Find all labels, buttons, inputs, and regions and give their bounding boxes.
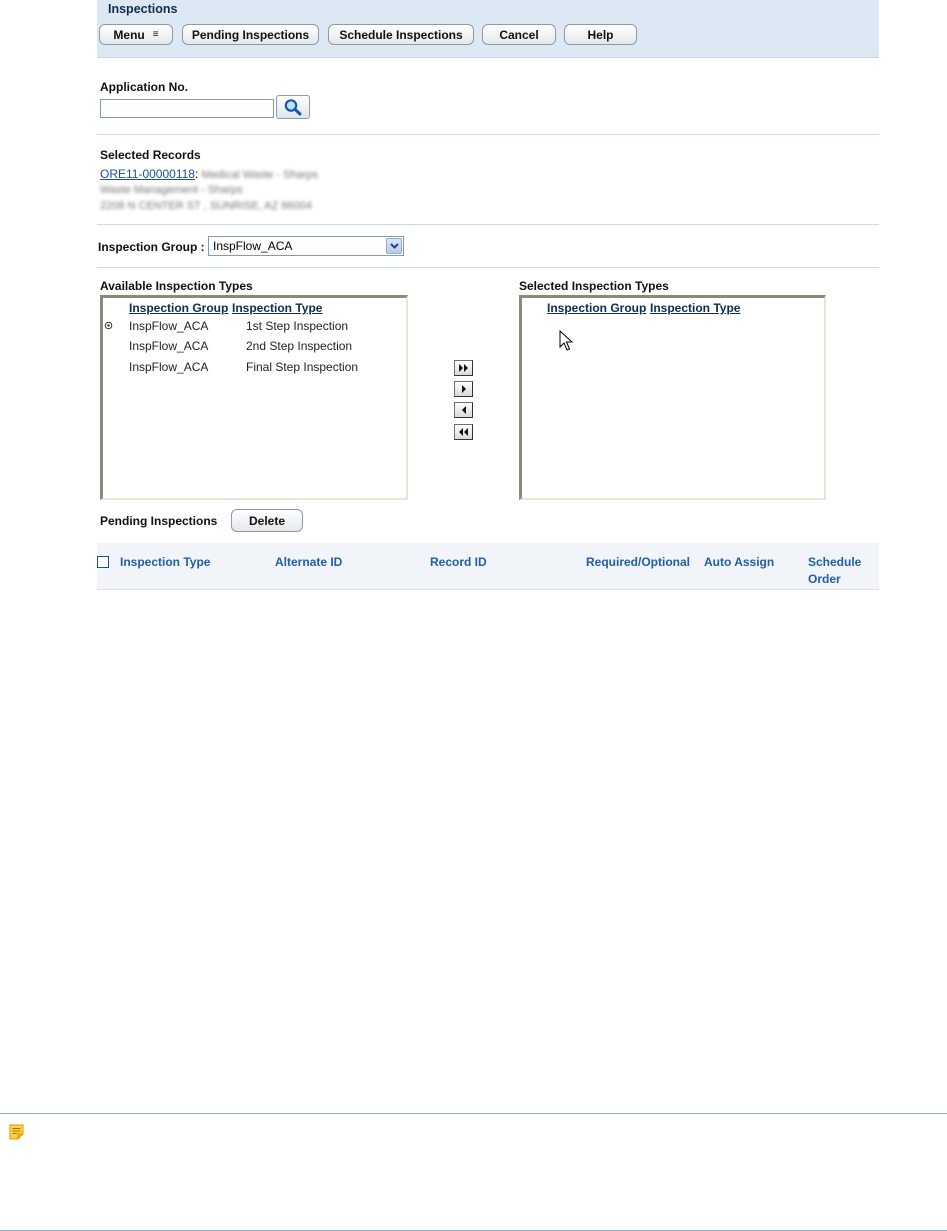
mouse-cursor-icon (559, 330, 574, 352)
double-chevron-left-icon (458, 428, 469, 436)
record-separator: : (194, 167, 199, 181)
record-description: Medical Waste - Sharps (201, 169, 319, 181)
col-header-inspection-type[interactable]: Inspection Type (120, 555, 211, 569)
double-chevron-right-icon (458, 364, 469, 372)
schedule-inspections-button[interactable]: Schedule Inspections (328, 24, 474, 45)
list-item-group[interactable]: InspFlow_ACA (129, 319, 209, 333)
help-button[interactable]: Help (564, 24, 637, 45)
inspection-group-label: Inspection Group : (98, 240, 205, 254)
select-all-checkbox[interactable] (97, 556, 109, 568)
selected-types-list[interactable] (519, 295, 826, 500)
col-inspection-type[interactable]: Inspection Type (650, 301, 741, 315)
selected-types-title: Selected Inspection Types (519, 279, 669, 293)
col-inspection-group[interactable]: Inspection Group (129, 301, 229, 315)
inspection-group-value: InspFlow_ACA (213, 239, 293, 253)
selected-records-label: Selected Records (100, 148, 201, 162)
col-header-required-optional[interactable]: Required/Optional (586, 555, 691, 569)
menu-button-label: Menu (113, 27, 145, 42)
search-icon (283, 98, 303, 116)
move-all-right-button[interactable] (454, 360, 473, 376)
divider (97, 134, 879, 135)
record-link[interactable]: ORE11-00000118 (100, 167, 195, 181)
move-left-button[interactable] (454, 402, 473, 418)
col-header-schedule-order-line2[interactable]: Order (808, 572, 841, 586)
list-item-type[interactable]: Final Step Inspection (246, 360, 359, 374)
menu-button[interactable] (99, 24, 173, 45)
inspection-group-select[interactable] (208, 236, 404, 256)
search-button[interactable] (276, 95, 310, 119)
col-header-auto-assign[interactable]: Auto Assign (704, 555, 775, 569)
record-type: Waste Management - Sharps (100, 184, 243, 196)
chevron-down-icon[interactable] (386, 238, 402, 254)
delete-button[interactable]: Delete (231, 509, 303, 532)
current-row-icon (104, 321, 113, 330)
list-item-type[interactable]: 1st Step Inspection (246, 319, 349, 333)
divider (97, 267, 879, 268)
col-header-alternate-id[interactable]: Alternate ID (275, 555, 343, 569)
note-divider (0, 1113, 947, 1114)
chevron-left-icon (461, 406, 467, 414)
list-item-type[interactable]: 2nd Step Inspection (246, 339, 353, 353)
application-number-input[interactable] (100, 99, 274, 118)
selected-record-line (100, 167, 318, 181)
cancel-button[interactable]: Cancel (482, 24, 556, 45)
move-right-button[interactable] (454, 381, 473, 397)
note-icon (9, 1124, 24, 1140)
list-item-group[interactable]: InspFlow_ACA (129, 339, 209, 353)
col-inspection-group[interactable]: Inspection Group (547, 301, 647, 315)
col-inspection-type[interactable]: Inspection Type (232, 301, 323, 315)
list-item-group[interactable]: InspFlow_ACA (129, 360, 209, 374)
application-number-label: Application No. (100, 80, 188, 94)
pending-inspections-button[interactable]: Pending Inspections (182, 24, 319, 45)
col-header-record-id[interactable]: Record ID (430, 555, 487, 569)
col-header-schedule-order[interactable]: Schedule (808, 555, 862, 569)
page-title: Inspections (108, 2, 178, 16)
menu-dropdown-icon: ≡ (152, 28, 159, 40)
move-all-left-button[interactable] (454, 424, 473, 440)
pending-inspections-label: Pending Inspections (100, 514, 218, 528)
divider (97, 224, 879, 225)
record-address: 2208 N CENTER ST , SUNRISE, AZ 86004 (100, 200, 312, 212)
chevron-right-icon (461, 385, 467, 393)
available-types-title: Available Inspection Types (100, 279, 253, 293)
